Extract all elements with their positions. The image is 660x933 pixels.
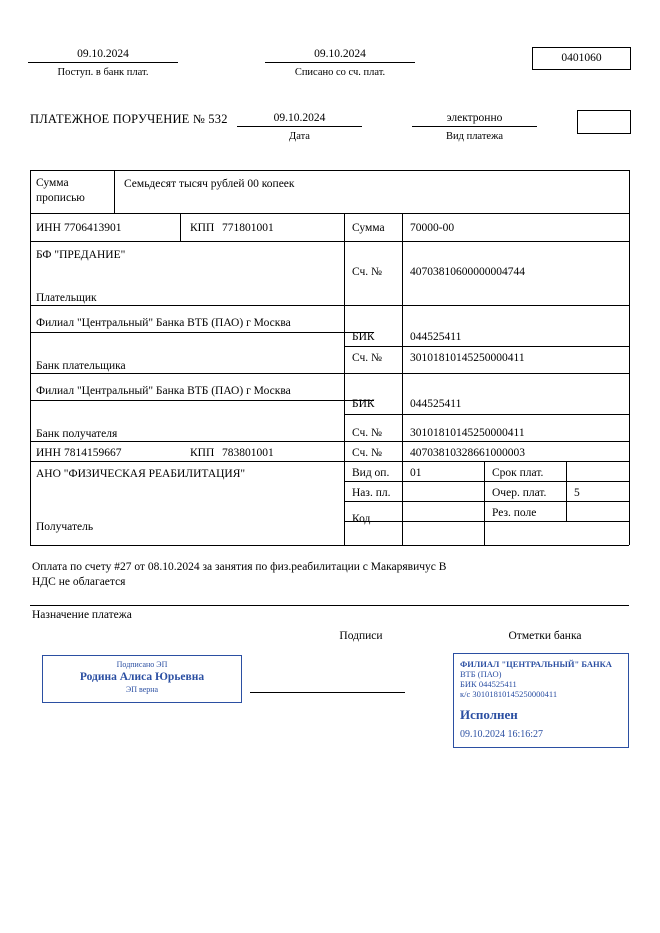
payment-purpose-caption: Назначение платежа bbox=[32, 609, 132, 621]
payment-purpose-line2: НДС не облагается bbox=[32, 576, 126, 588]
payee-bank-caption: Банк получателя bbox=[36, 428, 118, 440]
table-border-left bbox=[30, 170, 31, 545]
code-label: Код bbox=[352, 513, 371, 525]
term-label: Срок плат. bbox=[492, 467, 544, 479]
bank-stamp-corr-account: к/с 30101810145250000411 bbox=[460, 689, 558, 699]
payment-purpose-line1: Оплата по счету #27 от 08.10.2024 за занятия по физ.реабилитации с Макарявичус В bbox=[32, 561, 447, 573]
payee-bank-account-value: 30101810145250000411 bbox=[410, 427, 525, 439]
amount-value: 70000-00 bbox=[410, 222, 455, 234]
payer-account-value: 40703810600000004744 bbox=[410, 266, 525, 278]
oper-kind-label: Вид оп. bbox=[352, 467, 390, 479]
amount-words-label-line2: прописью bbox=[36, 192, 85, 204]
eds-stamp-line1: Подписано ЭП bbox=[116, 660, 168, 669]
table-line-payeebank-name-bottom bbox=[30, 400, 374, 401]
table-border-top bbox=[30, 170, 629, 171]
signature-line bbox=[250, 692, 405, 693]
amount-words-label-line1: Сумма bbox=[36, 177, 69, 189]
bank-stamp-line1: ФИЛИАЛ "ЦЕНТРАЛЬНЫЙ" БАНКА bbox=[460, 659, 612, 669]
payee-bank-bik-value: 044525411 bbox=[410, 398, 462, 410]
payer-inn-value: 7706413901 bbox=[64, 222, 122, 234]
table-line-code-top bbox=[344, 521, 629, 522]
payer-kpp-value: 771801001 bbox=[222, 222, 274, 234]
table-border-bottom bbox=[30, 545, 629, 546]
payee-inn-label: ИНН bbox=[36, 447, 61, 459]
payee-caption: Получатель bbox=[36, 521, 94, 533]
form-code-box: 0401060 bbox=[532, 47, 631, 70]
payee-account-label: Сч. № bbox=[352, 447, 383, 459]
payment-kind-caption: Вид платежа bbox=[445, 131, 503, 142]
document-title: ПЛАТЕЖНОЕ ПОРУЧЕНИЕ № 532 bbox=[30, 112, 228, 126]
received-date-caption: Поступ. в банк плат. bbox=[57, 67, 149, 78]
payer-bank-name: Филиал "Центральный" Банка ВТБ (ПАО) г Москва bbox=[36, 317, 291, 329]
payer-caption: Плательщик bbox=[36, 292, 97, 304]
written-off-date: 09.10.2024 bbox=[265, 48, 415, 63]
queue-value: 5 bbox=[574, 487, 580, 499]
bank-stamp-status: Исполнен bbox=[460, 707, 518, 722]
amount-words-value: Семьдесят тысяч рублей 00 копеек bbox=[124, 178, 295, 190]
document-date-caption: Дата bbox=[289, 131, 310, 142]
bank-stamp-datetime: 09.10.2024 16:16:27 bbox=[460, 729, 544, 740]
payer-bank-bik-value: 044525411 bbox=[410, 331, 462, 343]
written-off-date-caption: Списано со сч. плат. bbox=[294, 67, 386, 78]
reserve-label: Рез. поле bbox=[492, 507, 537, 519]
payer-bank-account-value: 30101810145250000411 bbox=[410, 352, 525, 364]
payer-kpp-label: КПП bbox=[190, 222, 215, 234]
payer-inn-label: ИНН bbox=[36, 222, 61, 234]
table-line-payerbank-name-bottom bbox=[30, 332, 374, 333]
payment-kind-code-box bbox=[577, 110, 631, 134]
table-vline-inn-kpp bbox=[180, 213, 181, 241]
payee-inn-value: 7814159667 bbox=[64, 447, 122, 459]
signatures-caption: Подписи bbox=[339, 630, 383, 642]
payer-name: БФ "ПРЕДАНИЕ" bbox=[36, 249, 126, 261]
purpose-code-label: Наз. пл. bbox=[352, 487, 391, 499]
payee-name: АНО "ФИЗИЧЕСКАЯ РЕАБИЛИТАЦИЯ" bbox=[36, 468, 246, 480]
table-line-inn-bottom bbox=[30, 241, 629, 242]
payer-bank-bik-label: БИК bbox=[352, 331, 375, 343]
bank-stamp-line2: ВТБ (ПАО) bbox=[460, 669, 502, 679]
bank-stamp-bik: БИК 044525411 bbox=[460, 679, 517, 689]
document-date: 09.10.2024 bbox=[237, 112, 362, 127]
table-line-payeebank-bottom bbox=[30, 441, 629, 442]
payment-kind: электронно bbox=[412, 112, 537, 127]
eds-stamp-signer: Родина Алиса Юрьевна bbox=[79, 671, 205, 683]
table-vline-center bbox=[344, 213, 345, 545]
table-line-bik-bottom-2 bbox=[344, 414, 629, 415]
payee-account-value: 40703810328661000003 bbox=[410, 447, 525, 459]
bank-marks-caption: Отметки банка bbox=[508, 630, 582, 642]
table-vline-codes-values bbox=[566, 461, 567, 521]
amount-label: Сумма bbox=[352, 222, 385, 234]
payee-bank-name: Филиал "Центральный" Банка ВТБ (ПАО) г Москва bbox=[36, 385, 291, 397]
eds-stamp-line3: ЭП верна bbox=[125, 685, 159, 694]
table-border-right bbox=[629, 170, 630, 545]
bank-execution-stamp bbox=[453, 653, 629, 748]
table-vline-labels bbox=[402, 213, 403, 545]
table-vline-codes-right bbox=[484, 461, 485, 545]
table-line-amount-words-bottom bbox=[30, 213, 629, 214]
payment-purpose-text bbox=[32, 560, 612, 590]
table-vline-amount-words-label bbox=[114, 170, 115, 213]
payee-bank-account-label: Сч. № bbox=[352, 427, 383, 439]
table-line-bik-bottom-1 bbox=[344, 346, 629, 347]
table-line-purposecode-bottom bbox=[344, 501, 629, 502]
payee-kpp-value: 783801001 bbox=[222, 447, 274, 459]
queue-label: Очер. плат. bbox=[492, 487, 547, 499]
table-line-payerbank-bottom bbox=[30, 373, 629, 374]
table-line-operkind-bottom bbox=[344, 481, 629, 482]
received-date: 09.10.2024 bbox=[28, 48, 178, 63]
payee-bank-bik-label: БИК bbox=[352, 398, 375, 410]
electronic-signature-stamp bbox=[42, 655, 242, 703]
payer-bank-account-label: Сч. № bbox=[352, 352, 383, 364]
table-line-payee-inn-bottom bbox=[30, 461, 629, 462]
payer-account-label: Сч. № bbox=[352, 266, 383, 278]
purpose-underline bbox=[30, 605, 629, 606]
oper-kind-value: 01 bbox=[410, 467, 422, 479]
table-line-payer-bottom bbox=[30, 305, 629, 306]
payee-kpp-label: КПП bbox=[190, 447, 215, 459]
payer-bank-caption: Банк плательщика bbox=[36, 360, 126, 372]
